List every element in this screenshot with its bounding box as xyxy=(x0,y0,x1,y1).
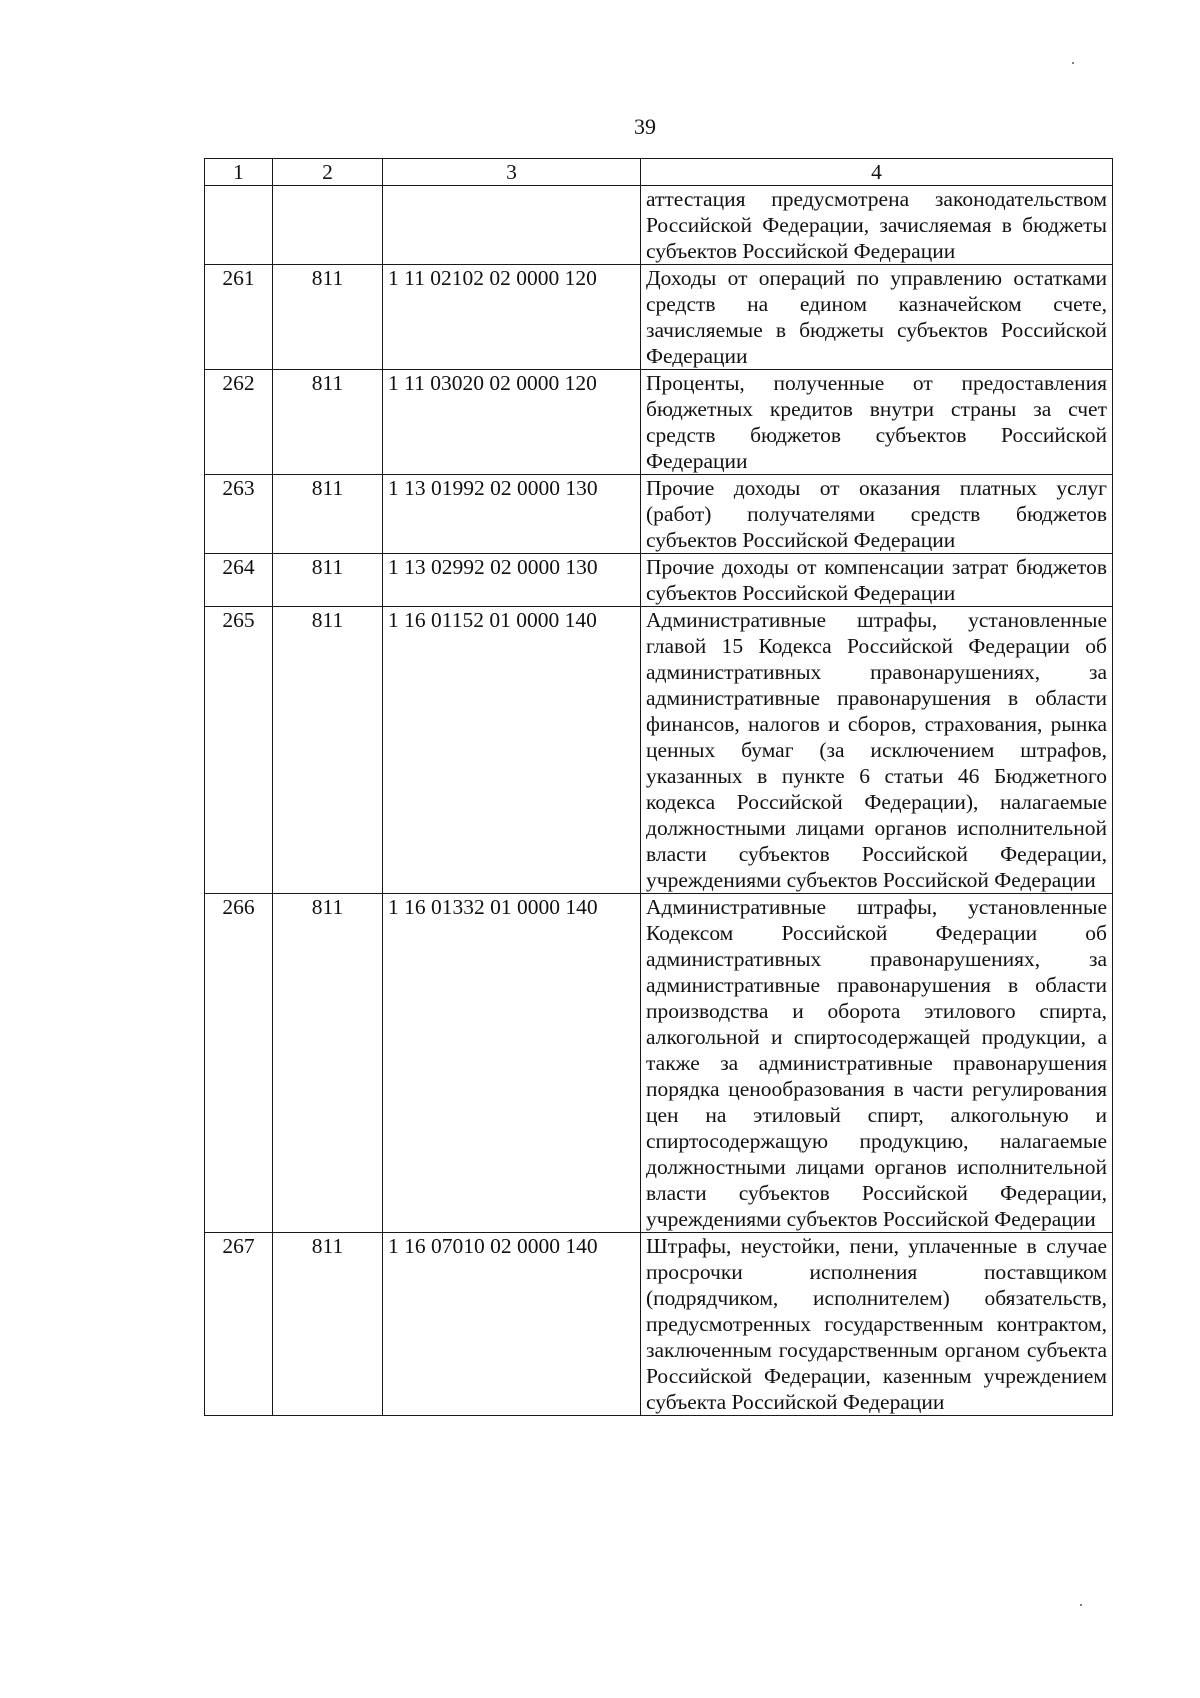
revenue-description: Административные штрафы, установленные Кодексом Российской Федерации об административных правонарушениях, за административные правонарушения в области производства и оборота этилового спирта, алкогольной и спиртосодержащей продукции, а также за административные правонарушения порядка ценообразования в части регулирования цен на этиловый спирт, алкогольную и спиртосодержащую продукцию, налагаемые должностными лицами органов исполнительной власти субъектов Российской Федерации, учреждениями субъектов Российской Федерации xyxy=(641,894,1113,1233)
revenue-description: Штрафы, неустойки, пени, уплаченные в случае просрочки исполнения поставщиком (подрядчиком, исполнителем) обязательств, предусмотренных государственным контрактом, заключенным государственным органом субъекта Российской Федерации, казенным учреждением субъекта Российской Федерации xyxy=(641,1233,1113,1416)
table-row xyxy=(205,475,1113,554)
budget-classification-code: 1 11 02102 02 0000 120 xyxy=(383,265,641,370)
budget-classification-code: 1 11 03020 02 0000 120 xyxy=(383,370,641,475)
table-header-row xyxy=(205,159,1113,186)
column-header-2: 2 xyxy=(273,159,383,186)
revenue-description: Прочие доходы от оказания платных услуг (работ) получателями средств бюджетов субъектов Российской Федерации xyxy=(641,475,1113,554)
row-number: 262 xyxy=(205,370,273,475)
revenue-classification-table xyxy=(204,158,1113,1416)
budget-classification-code: 1 13 02992 02 0000 130 xyxy=(383,554,641,607)
table-row xyxy=(205,370,1113,475)
budget-classification-code: 1 16 01152 01 0000 140 xyxy=(383,607,641,894)
row-number: 264 xyxy=(205,554,273,607)
table-row xyxy=(205,554,1113,607)
revenue-description: Административные штрафы, установленные главой 15 Кодекса Российской Федерации об административных правонарушениях, за административные правонарушения в области финансов, налогов и сборов, страхования, рынка ценных бумаг (за исключением штрафов, указанных в пункте 6 статьи 46 Бюджетного кодекса Российской Федерации), налагаемые должностными лицами органов исполнительной власти субъектов Российской Федерации, учреждениями субъектов Российской Федерации xyxy=(641,607,1113,894)
table-row xyxy=(205,894,1113,1233)
budget-classification-code: 1 16 01332 01 0000 140 xyxy=(383,894,641,1233)
revenue-description: Проценты, полученные от предоставления бюджетных кредитов внутри страны за счет средств бюджетов субъектов Российской Федерации xyxy=(641,370,1113,475)
continuation-row xyxy=(205,186,1113,265)
continuation-description: аттестация предусмотрена законодательством Российской Федерации, зачисляемая в бюджеты субъектов Российской Федерации xyxy=(641,186,1113,265)
scan-speck xyxy=(1072,62,1074,64)
table-row xyxy=(205,607,1113,894)
table-row xyxy=(205,265,1113,370)
row-number: 263 xyxy=(205,475,273,554)
column-header-4: 4 xyxy=(641,159,1113,186)
row-number: 267 xyxy=(205,1233,273,1416)
row-number: 261 xyxy=(205,265,273,370)
administrator-code: 811 xyxy=(273,1233,383,1416)
administrator-code: 811 xyxy=(273,370,383,475)
empty-cell xyxy=(273,186,383,265)
administrator-code: 811 xyxy=(273,475,383,554)
empty-cell xyxy=(205,186,273,265)
empty-cell xyxy=(383,186,641,265)
table-row xyxy=(205,1233,1113,1416)
row-number: 266 xyxy=(205,894,273,1233)
administrator-code: 811 xyxy=(273,554,383,607)
row-number: 265 xyxy=(205,607,273,894)
administrator-code: 811 xyxy=(273,607,383,894)
budget-classification-code: 1 13 01992 02 0000 130 xyxy=(383,475,641,554)
page-number: 39 xyxy=(634,114,656,139)
column-header-3: 3 xyxy=(383,159,641,186)
budget-classification-code: 1 16 07010 02 0000 140 xyxy=(383,1233,641,1416)
revenue-description: Доходы от операций по управлению остатками средств на едином казначейском счете, зачисляемые в бюджеты субъектов Российской Федерации xyxy=(641,265,1113,370)
column-header-1: 1 xyxy=(205,159,273,186)
administrator-code: 811 xyxy=(273,894,383,1233)
administrator-code: 811 xyxy=(273,265,383,370)
revenue-description: Прочие доходы от компенсации затрат бюджетов субъектов Российской Федерации xyxy=(641,554,1113,607)
scan-speck xyxy=(1080,1604,1082,1606)
